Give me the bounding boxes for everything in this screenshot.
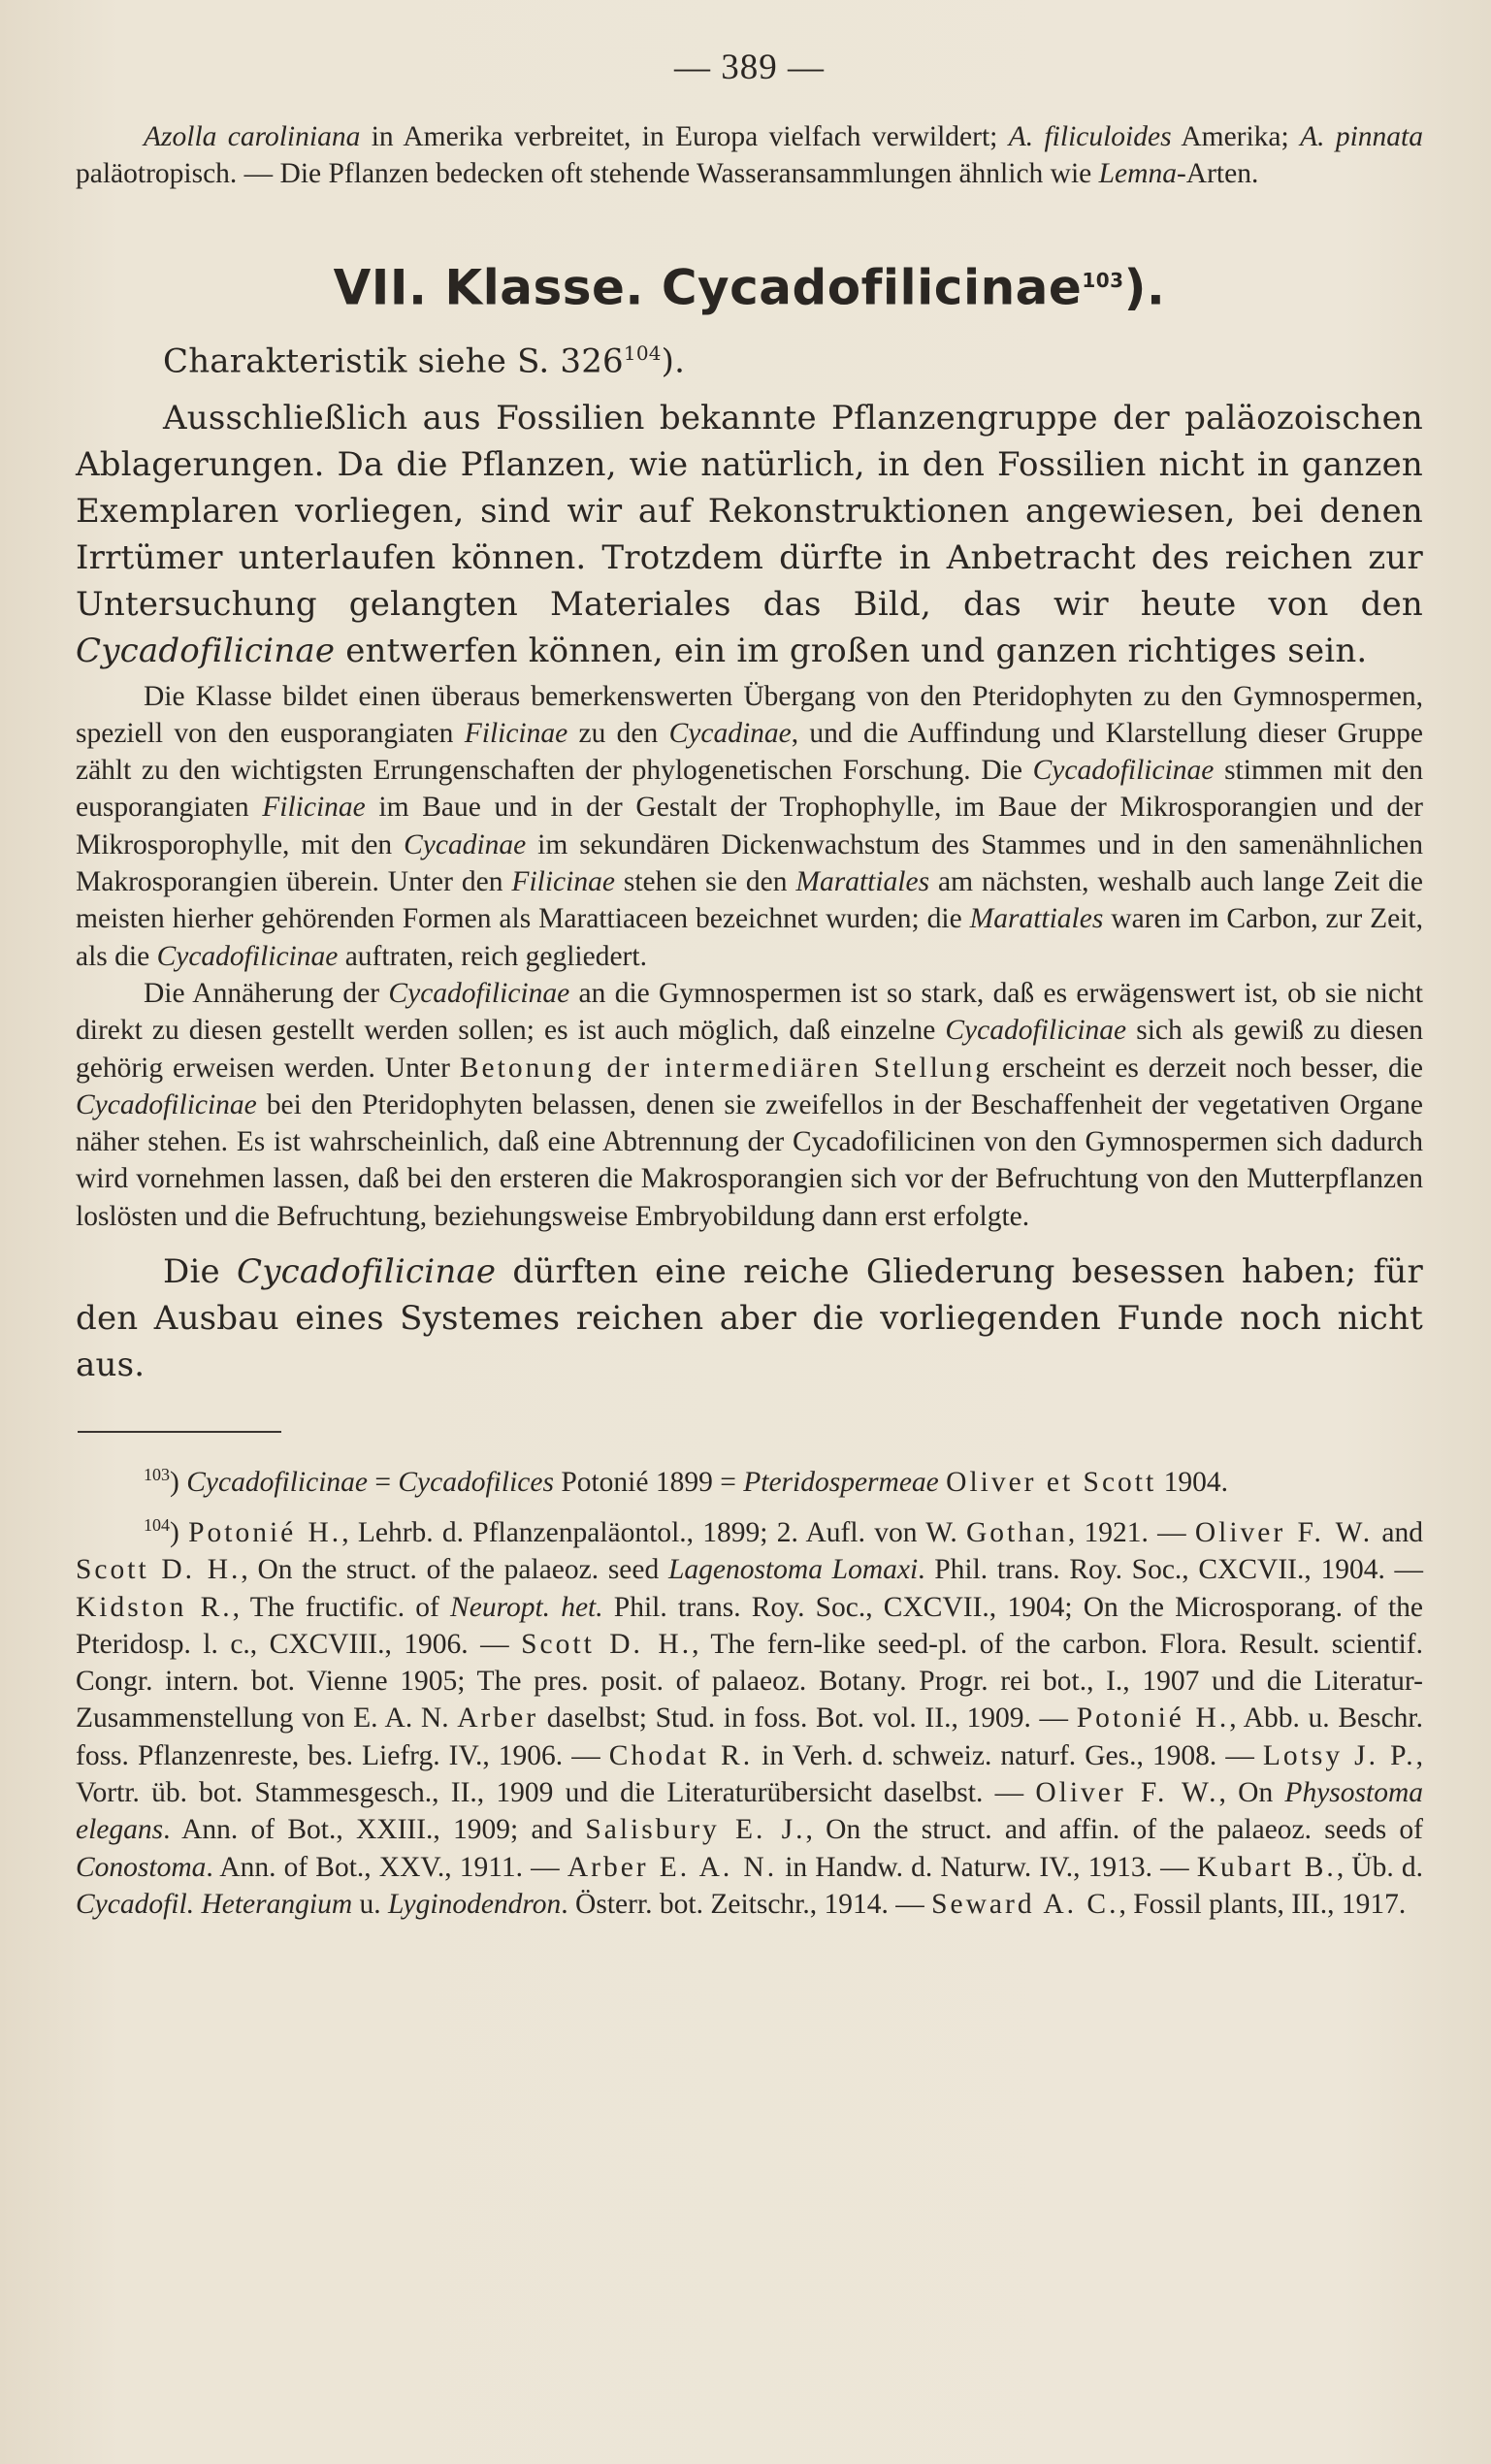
text-run: waren im Carbon, zur Zeit, als die: [76, 903, 1423, 972]
text-run: stimmen mit den eusporangiaten: [76, 755, 1423, 824]
taxon-name: Lyginodendron: [388, 1888, 562, 1920]
footnote-divider: [78, 1431, 281, 1433]
text-run: bei den Pteridophyten belassen, denen sie zweifellos in der Beschaffenheit der vegetativen Organe näher stehen. Es ist wahrscheinlich, daß eine Abtrennung der Cycadofilicinen von den Gymnospermen sich dadurch wird vornehmen lassen, daß bei den ersteren die Makrosporangien sich vor der Befruchtung von den Mutterpflanzen loslösten und die Befruchtung, beziehungsweise Embryobildung dann erst erfolgte.: [76, 1088, 1423, 1232]
taxon-name: Filicinae: [511, 866, 615, 898]
taxon-name: Cycadofilicinae: [388, 977, 570, 1009]
text-run: ).: [661, 341, 686, 381]
author-name: Gothan: [965, 1516, 1068, 1548]
text-run: Ausschließlich aus Fossilien bekannte Pflanzengruppe der paläozoischen Ablagerungen. Da die Pflanzen, wie natürlich, in den Fossilien nicht in ganzen Exemplaren vorliegen, sind wir auf Rekonstruktionen angewiesen, bei denen Irrtümer unterlaufen können. Trotzdem dürfte in Anbetracht des reichen zur Untersuchung gelangten Materiales das Bild, das wir heute von den: [76, 398, 1423, 624]
text-run: Amerika;: [1171, 121, 1301, 152]
text-run: , Üb. d.: [1336, 1851, 1423, 1883]
author-name: Scott D. H.: [76, 1554, 242, 1586]
text-run: im sekundären Dickenwachstum des Stammes und in den samenähnlichen Makrosporangien überein. Unter den: [76, 828, 1423, 898]
text-run: daselbst; Stud. in foss. Bot. vol. II., 1909. —: [538, 1702, 1077, 1735]
text-run: Potonié 1899 =: [553, 1466, 744, 1498]
author-name: Arber: [457, 1702, 539, 1735]
text-run: in Amerika verbreitet, in Europa vielfach verwildert;: [360, 121, 1009, 152]
text-run: , The fern-like seed-pl. of the carbon. Flora. Result. scientif. Congr. intern. bot. Vienne 1905; The pres. posit. of palaeoz. Botany. Progr. rei bot., I., 1907 und die Literatur-Zusammenstellung von E. A. N.: [76, 1628, 1424, 1735]
text-run: -Arten.: [1176, 158, 1259, 190]
taxon-name: Cycadinae: [668, 717, 792, 749]
taxon-name: Marattiales: [969, 903, 1104, 935]
author-name: Scott D. H.: [521, 1628, 693, 1660]
text-run: . Phil. trans. Roy. Soc., CXCVII., 1904. —: [918, 1554, 1424, 1586]
taxon-name: Filicinae: [262, 792, 366, 824]
paragraph-1: [76, 395, 1423, 674]
taxon-name: Physostoma elegans: [76, 1777, 1423, 1846]
heading-close: ).: [1123, 259, 1166, 316]
text-run: in Verh. d. schweiz. naturf. Ges., 1908. —: [753, 1739, 1263, 1771]
author-name: Oliver F. W.: [1035, 1777, 1219, 1809]
text-run: im Baue und in der Gestalt der Trophophylle, im Baue der Mikrosporangien und der Mikrosporophylle, mit den: [76, 792, 1423, 860]
text-run: dürften eine reiche Gliederung besessen haben; für den Ausbau eines Systemes reichen aber die vorliegenden Funde noch nicht aus.: [76, 1252, 1423, 1385]
taxon-name: Cycadofilicinae: [237, 1252, 497, 1292]
taxon-name: Marattiales: [795, 866, 930, 898]
taxon-name: Cycadofil. Heterangium: [76, 1888, 353, 1920]
text-run: . Österr. bot. Zeitschr., 1914. —: [561, 1888, 932, 1920]
text-run: am nächsten, weshalb auch lange Zeit die meisten hierher gehörenden Formen als Marattiaceen bezeichnet wurden; die: [76, 866, 1423, 935]
text-run: u.: [352, 1888, 388, 1920]
page-number: — 389 —: [674, 48, 825, 87]
text-run: and: [1373, 1516, 1424, 1548]
paragraph-4: [76, 1248, 1423, 1388]
text-run: stehen sie den: [614, 866, 796, 898]
author-name: Chodat R.: [608, 1739, 754, 1771]
footnote-number: 104: [144, 1515, 170, 1536]
taxon-name: Cycadinae: [404, 828, 527, 860]
text-run: , Fossil plants, III., 1917.: [1118, 1888, 1407, 1920]
text-run: , 1921. —: [1067, 1516, 1195, 1548]
taxon-name: Conostoma: [76, 1851, 207, 1883]
text-run: erscheint es derzeit noch besser, die: [992, 1052, 1423, 1084]
author-name: Kidston R.: [76, 1591, 233, 1623]
text-run: sich als gewiß zu diesen gehörig erweisen werden. Unter: [76, 1015, 1424, 1084]
taxon-name: Cycadofilicinae: [76, 1088, 257, 1120]
text-run: Phil. trans. Roy. Soc., CXCVII., 1904; On the Microsporang. of the Pteridosp. l. c., CXCVIII., 1906. —: [76, 1591, 1424, 1660]
text-run: Die Klasse bildet einen überaus bemerkenswerten Übergang von den Pteridophyten zu den Gymnospermen, speziell von den eusporangiaten: [76, 680, 1423, 749]
taxon-name: Filicinae: [464, 717, 568, 749]
taxon-name: Cycadofilicinae: [186, 1466, 368, 1498]
author-name: Oliver et Scott: [946, 1466, 1157, 1498]
text-run: ): [170, 1516, 189, 1548]
author-name: Arber E. A. N.: [567, 1851, 778, 1883]
author-name: Lotsy J. P.: [1262, 1739, 1416, 1771]
text-run: , The fructific. of: [232, 1591, 451, 1623]
text-run: , und die Auffindung und Klarstellung dieser Gruppe zählt zu den wichtigsten Errungenschaften der phylogenetischen Forschung. Die: [76, 717, 1424, 787]
taxon-name: Neuropt. het.: [450, 1591, 603, 1623]
taxon-name: Azolla caroliniana: [144, 121, 361, 152]
footnote-ref: 104: [623, 341, 662, 366]
intro-paragraph: [76, 118, 1423, 193]
text-run: Die Annäherung der: [144, 977, 389, 1009]
heading-title: VII. Klasse. Cycadofilicinae: [333, 259, 1083, 316]
class-heading: [76, 251, 1423, 317]
taxon-name: Lemna: [1098, 158, 1177, 190]
footnote-number: 103: [144, 1465, 170, 1485]
footnote-104: [76, 1507, 1423, 1923]
text-run: 1904.: [1156, 1466, 1228, 1498]
text-run: an die Gymnospermen ist so stark, daß es erwägenswert ist, ob sie nicht direkt zu diesen gestellt werden sollen; es ist auch möglich, daß einzelne: [76, 977, 1423, 1047]
characteristik-line: [163, 330, 1423, 384]
author-name: Oliver F. W.: [1194, 1516, 1374, 1548]
author-name: Seward A. C.: [931, 1888, 1119, 1920]
taxon-name: Pteridospermeae: [743, 1466, 939, 1498]
text-run: paläotropisch. — Die Pflanzen bedecken oft stehende Wasseransammlungen ähnlich wie: [76, 158, 1099, 190]
text-run: , Lehrb. d. Pflanzenpaläontol., 1899; 2. Aufl. von W.: [341, 1516, 966, 1548]
taxon-name: Cycadofilicinae: [76, 631, 336, 670]
text-run: , Abb. u. Beschr. foss. Pflanzenreste, bes. Liefrg. IV., 1906. —: [76, 1702, 1423, 1771]
text-run: in Handw. d. Naturw. IV., 1913. —: [777, 1851, 1197, 1883]
text-run: zu den: [567, 717, 669, 749]
text-run: Die: [163, 1252, 238, 1292]
text-run: . Ann. of Bot., XXV., 1911. —: [206, 1851, 567, 1883]
footnote-103: [76, 1456, 1423, 1501]
taxon-name: Cycadofilicinae: [156, 940, 339, 972]
taxon-name: A. pinnata: [1300, 121, 1423, 152]
text-run: , Vortr. üb. bot. Stammesgesch., II., 1909 und die Literaturübersicht daselbst. —: [76, 1739, 1423, 1809]
footnote-ref: 103: [1082, 268, 1124, 292]
author-name: Salisbury E. J.: [585, 1814, 806, 1846]
text-run: , On the struct. of the palaeoz. seed: [241, 1554, 668, 1586]
spaced-emphasis: Betonung der intermediären Stellung: [459, 1052, 993, 1084]
paragraph-2: [76, 678, 1423, 975]
taxon-name: Cycadofilicinae: [945, 1015, 1127, 1047]
taxon-name: Lagenostoma Lomaxi: [667, 1554, 919, 1586]
text-run: Charakteristik siehe S. 326: [163, 341, 624, 381]
taxon-name: Cycadofilices: [398, 1466, 554, 1498]
text-run: , On: [1218, 1777, 1285, 1809]
text-run: entwerfen können, ein im großen und ganzen richtiges sein.: [335, 631, 1368, 670]
author-name: Kubart B.: [1196, 1851, 1337, 1883]
text-run: =: [367, 1466, 399, 1498]
author-name: Potonié H.: [188, 1516, 342, 1548]
paragraph-3: [76, 975, 1423, 1235]
author-name: Potonié H.: [1076, 1702, 1230, 1735]
text-run: . Ann. of Bot., XXIII., 1909; and: [163, 1814, 586, 1846]
text-run: auftraten, reich gegliedert.: [338, 940, 647, 972]
taxon-name: Cycadofilicinae: [1032, 755, 1215, 787]
taxon-name: A. filiculoides: [1008, 121, 1172, 152]
text-run: ): [170, 1466, 187, 1498]
text-run: , On the struct. and affin. of the palaeoz. seeds of: [805, 1814, 1423, 1846]
